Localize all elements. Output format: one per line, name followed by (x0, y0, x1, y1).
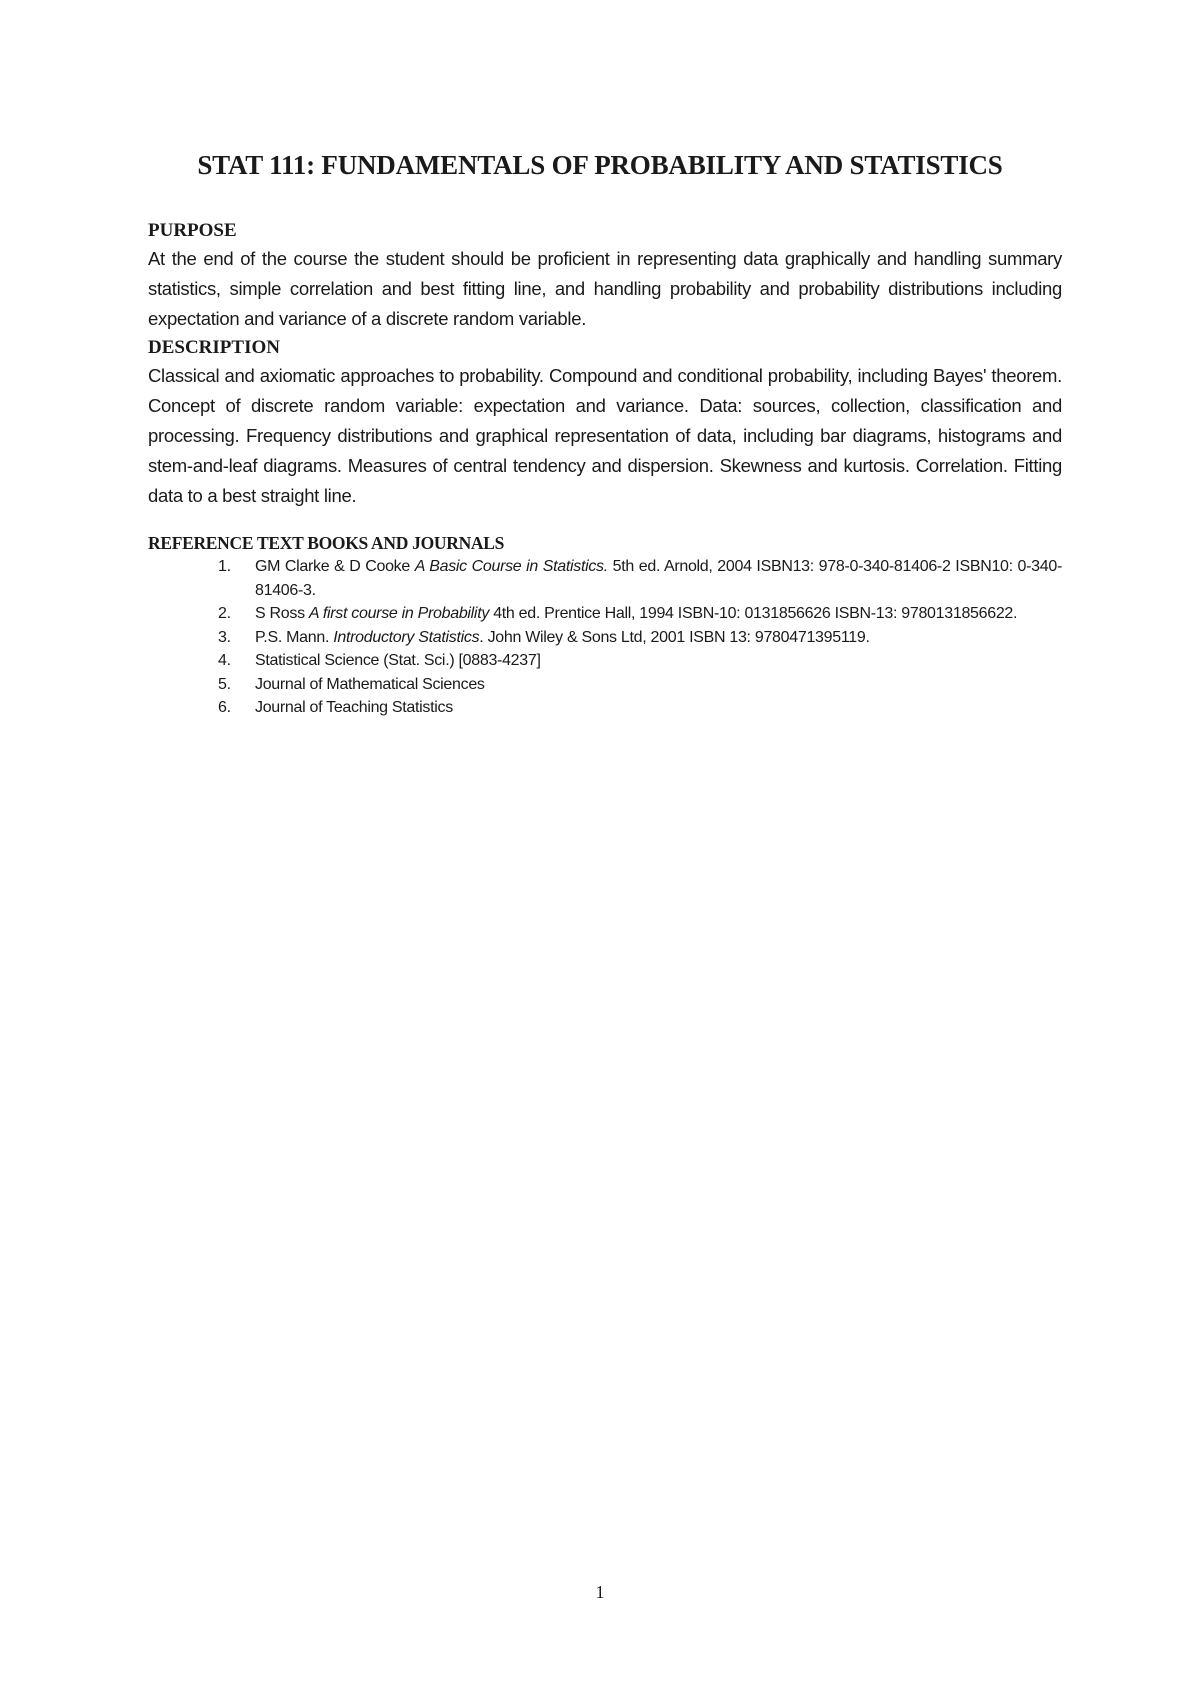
reference-number: 2. (218, 605, 231, 622)
document-title: STAT 111: FUNDAMENTALS OF PROBABILITY AND STATISTICS (197, 150, 1003, 180)
references-list (148, 555, 1062, 720)
reference-authors: S Ross (255, 605, 309, 622)
reference-title: A Basic Course in Statistics. (414, 558, 608, 575)
reference-item (148, 696, 1062, 720)
reference-item (148, 649, 1062, 673)
reference-title: A first course in Probability (308, 605, 490, 622)
page-number: 1 (595, 1582, 605, 1602)
reference-journal: Journal of Teaching Statistics (255, 699, 453, 716)
reference-title: Introductory Statistics (333, 628, 480, 646)
reference-journal: Statistical Science (Stat. Sci.) [0883-4237] (255, 652, 541, 669)
reference-details: 4th ed. Prentice Hall, 1994 ISBN-10: 0131856626 ISBN-13: 9780131856622. (489, 605, 1018, 622)
reference-item (148, 626, 1062, 650)
reference-details: . John Wiley & Sons Ltd, 2001 ISBN 13: 9780471395119. (479, 628, 870, 646)
reference-item (148, 555, 1062, 602)
document-content (148, 217, 1062, 720)
reference-journal: Journal of Mathematical Sciences (255, 675, 485, 693)
reference-authors: P.S. Mann. (255, 628, 334, 646)
reference-authors: GM Clarke & D Cooke (255, 558, 415, 575)
description-text: Classical and axiomatic approaches to probability. Compound and conditional probability, including Bayes' theorem. Concept of discrete random variable: expectation and variance. Data: sources, collection, classification and processing. Frequency distributions and graphical representation of data, including bar diagrams, histograms and stem-and-leaf diagrams. Measures of central tendency and dispersion. Skewness and kurtosis. Correlation. Fitting data to a best straight line. (148, 365, 1062, 506)
purpose-heading: PURPOSE (148, 220, 237, 241)
reference-number: 5. (218, 675, 231, 693)
description-section (148, 334, 1062, 511)
purpose-section (148, 217, 1062, 334)
description-heading: DESCRIPTION (148, 337, 280, 358)
reference-details: 5th ed. Arnold, 2004 ISBN13: 978-0-340-81406-2 ISBN10: 0-340-81406-3. (255, 558, 1062, 599)
purpose-text: At the end of the course the student should be proficient in representing data graphically and handling summary statistics, simple correlation and best fitting line, and handling probability and probability distributions including expectation and variance of a discrete random variable. (148, 248, 1062, 329)
references-section (148, 531, 1062, 720)
reference-item (148, 673, 1062, 697)
references-heading: REFERENCE TEXT BOOKS AND JOURNALS (148, 533, 505, 553)
reference-item (148, 602, 1062, 626)
reference-number: 3. (218, 628, 231, 646)
reference-number: 4. (218, 652, 231, 669)
reference-number: 6. (218, 699, 231, 716)
reference-number: 1. (218, 558, 231, 575)
